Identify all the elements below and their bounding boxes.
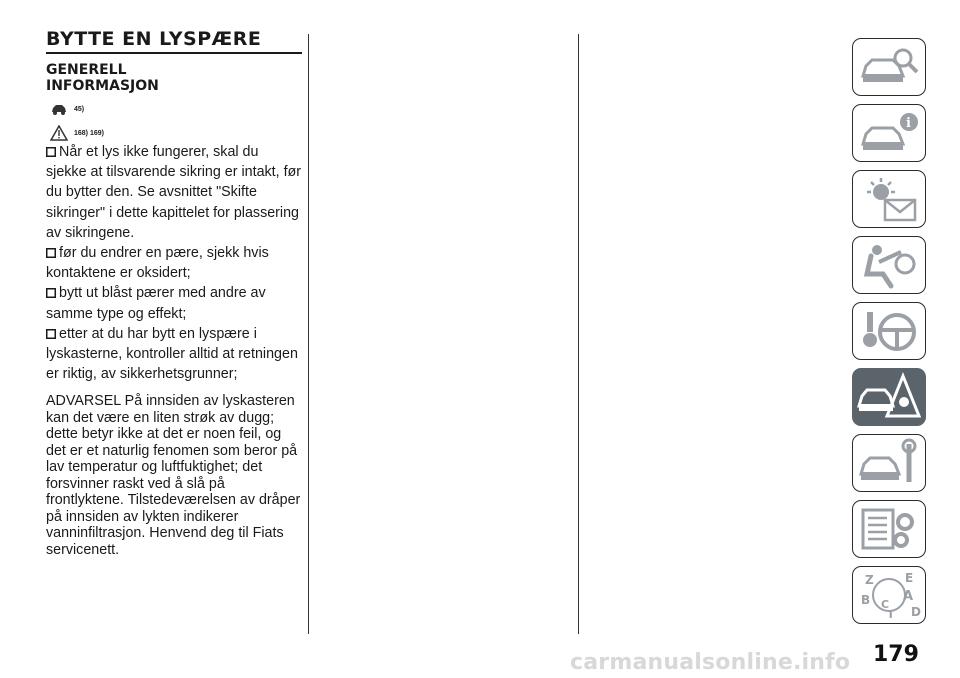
paragraph-2 [46,243,302,283]
warning-paragraph: ADVARSEL På innsiden av lyskasteren kan det være en liten strøk av dugg; dette betyr ikke at det er noen feil, og det er et naturlig fenomen som beror på lav temperatur og luftfuktighet; det forsvinner raskt ved å slå på frontlyktene. Tilstedeværelsen av dråper på innsiden av lykten indikerer vanninfiltrasjon. Henvend deg til Fiats servicenett. [46,393,301,558]
paragraph-text: før du endrer en pære, sjekk hvis kontaktene er oksidert; [46,245,269,282]
paragraph-4 [46,324,302,385]
car-icon [50,102,68,116]
paragraph-3 [46,283,302,323]
bullet-icon [46,329,56,339]
lights-message-icon [857,174,921,224]
svg-text:C: C [881,598,890,611]
alphabet-index-icon [857,570,921,620]
svg-text:E: E [905,571,914,585]
svg-text:A: A [903,589,914,604]
car-warning-icon [857,372,921,422]
subtitle-line-2: INFORMASJON [46,78,159,94]
subtitle-line-1: GENERELL [46,62,127,78]
paragraph-1 [46,142,302,243]
car-info-icon [857,108,921,158]
reference-row-1 [50,100,302,118]
tab-alphabet-index[interactable] [852,566,926,624]
main-column [46,28,302,558]
svg-text:Z: Z [865,573,874,587]
svg-text:i: i [906,116,911,131]
section-subtitle [46,62,302,94]
paragraph-text: Når et lys ikke fungerer, skal du sjekke at tilsvarende sikring er intakt, før du bytter den. Se avsnittet "Skifte sikringer" i dette kapittelet for plassering av sikringene. [46,144,302,241]
bullet-icon [46,147,56,157]
watermark: carmanualsonline.info [570,650,851,675]
tab-car-search[interactable] [852,38,926,96]
tab-key-steering[interactable] [852,302,926,360]
tab-specs-gears[interactable] [852,500,926,558]
bullet-icon [46,288,56,298]
tab-car-info[interactable] [852,104,926,162]
reference-number: 45) [74,105,85,113]
chapter-tabs [852,38,928,632]
warning-triangle-icon [50,125,68,141]
tab-car-warning[interactable] [852,368,926,426]
airbag-seat-icon [857,240,921,290]
key-steering-icon [857,306,921,356]
tab-airbag-seat[interactable] [852,236,926,294]
column-divider-1 [308,34,309,634]
car-search-icon [857,42,921,92]
specs-gears-icon [857,504,921,554]
svg-text:T: T [887,608,895,620]
tab-car-wrench[interactable] [852,434,926,492]
reference-row-2 [50,124,302,142]
bullet-icon [46,248,56,258]
reference-numbers: 168) 169) [74,129,104,137]
car-wrench-icon [857,438,921,488]
column-divider-2 [578,34,579,634]
tab-lights-message[interactable] [852,170,926,228]
section-title: BYTTE EN LYSPÆRE [46,28,302,54]
svg-text:B: B [861,593,871,607]
paragraph-text: etter at du har bytt en lyspære i lyskasterne, kontroller alltid at retningen er riktig, av sikkerhetsgrunner; [46,325,298,383]
svg-text:D: D [911,605,921,619]
paragraph-text: bytt ut blåst pærer med andre av samme type og effekt; [46,285,266,322]
page-number: 179 [873,642,919,667]
